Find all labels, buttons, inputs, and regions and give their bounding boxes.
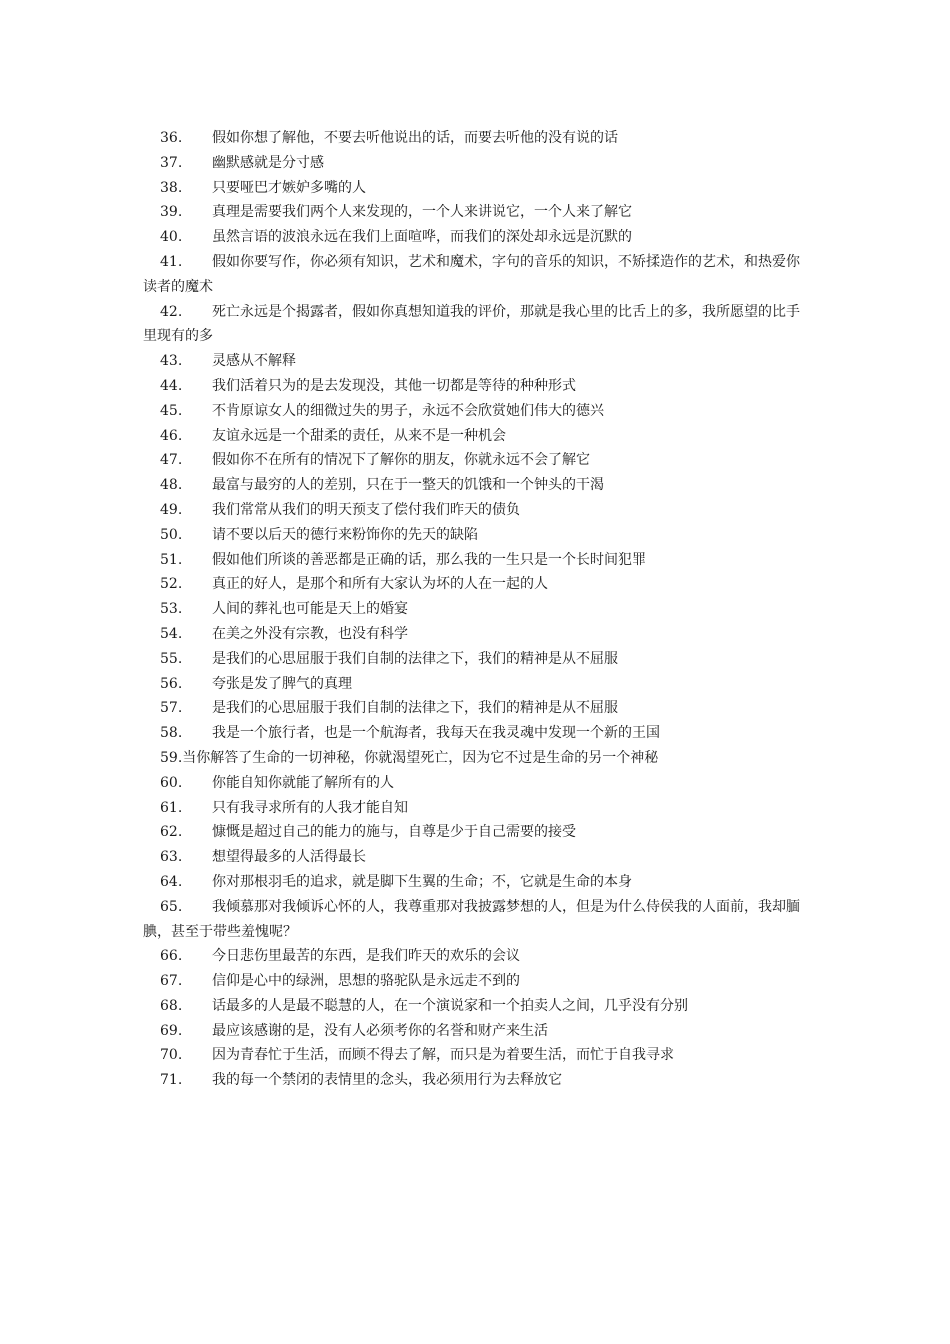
item-text: 在美之外没有宗教，也没有科学 — [212, 625, 408, 642]
item-text: 想望得最多的人活得最长 — [212, 849, 366, 866]
list-item — [143, 647, 813, 672]
item-text: 我们常常从我们的明天预支了偿付我们昨天的债负 — [212, 501, 520, 518]
item-number: 43. — [160, 353, 183, 370]
item-text: 当你解答了生命的一切神秘，你就渴望死亡，因为它不过是生命的另一个神秘 — [182, 749, 659, 766]
item-number: 58. — [160, 725, 183, 742]
item-number: 50. — [160, 526, 183, 543]
list-item — [143, 473, 813, 498]
item-text: 虽然言语的波浪永远在我们上面喧哗，而我们的深处却永远是沉默的 — [212, 229, 632, 246]
item-number: 51. — [160, 551, 183, 568]
item-number: 40. — [160, 229, 183, 246]
item-number: 66. — [160, 948, 183, 965]
list-item — [143, 820, 813, 845]
list-item — [143, 1019, 813, 1044]
list-item — [143, 200, 813, 225]
list-item — [143, 300, 813, 350]
item-text: 幽默感就是分寸感 — [212, 154, 324, 171]
list-item — [143, 448, 813, 473]
list-item — [143, 969, 813, 994]
item-number: 38. — [160, 179, 183, 196]
item-number: 36. — [160, 130, 183, 146]
list-item — [143, 151, 813, 176]
item-number: 39. — [160, 204, 183, 221]
item-text: 是我们的心思屈服于我们自制的法律之下，我们的精神是从不屈服 — [212, 650, 618, 667]
item-text: 我们活着只为的是去发现没，其他一切都是等待的种种形式 — [212, 377, 576, 394]
item-number: 44. — [160, 377, 183, 394]
item-text: 今日悲伤里最苦的东西，是我们昨天的欢乐的会议 — [212, 948, 520, 965]
item-number: 59. — [160, 749, 183, 766]
list-item — [143, 424, 813, 449]
item-text: 话最多的人是最不聪慧的人，在一个演说家和一个拍卖人之间，几乎没有分别 — [212, 997, 688, 1014]
list-item — [143, 176, 813, 201]
list-item — [143, 895, 813, 945]
item-text: 信仰是心中的绿洲，思想的骆驼队是永远走不到的 — [212, 973, 520, 990]
list-item — [143, 548, 813, 573]
item-text: 只要哑巴才嫉妒多嘴的人 — [212, 179, 366, 196]
item-number: 65. — [160, 898, 183, 915]
item-number: 64. — [160, 873, 183, 890]
list-item — [143, 771, 813, 796]
list-item — [143, 796, 813, 821]
list-item — [143, 126, 813, 151]
item-text: 因为青春忙于生活，而顾不得去了解，而只是为着要生活，而忙于自我寻求 — [212, 1047, 674, 1064]
item-text: 灵感从不解释 — [212, 353, 296, 370]
item-number: 70. — [160, 1047, 183, 1064]
item-text: 我倾慕那对我倾诉心怀的人，我尊重那对我披露梦想的人，但是为什么侍侯我的人面前，我却腼腆，甚至于带些羞愧呢？ — [143, 898, 800, 940]
item-number: 56. — [160, 675, 183, 692]
list-item — [143, 696, 813, 721]
item-text: 你能自知你就能了解所有的人 — [212, 774, 394, 791]
list-item — [143, 225, 813, 250]
list-item — [143, 944, 813, 969]
item-number: 37. — [160, 154, 183, 171]
item-number: 67. — [160, 973, 183, 990]
item-text: 你对那根羽毛的追求，就是脚下生翼的生命；不，它就是生命的本身 — [212, 873, 632, 890]
item-text: 假如你要写作，你必须有知识，艺术和魔术，字句的音乐的知识，不矫揉造作的艺术，和热爱你读者的魔术 — [143, 253, 800, 295]
list-item — [143, 349, 813, 374]
item-number: 71. — [160, 1072, 183, 1089]
list-item — [143, 498, 813, 523]
item-text: 假如你不在所有的情况下了解你的朋友，你就永远不会了解它 — [212, 452, 590, 469]
list-item — [143, 994, 813, 1019]
list-item — [143, 523, 813, 548]
item-text: 我是一个旅行者，也是一个航海者，我每天在我灵魂中发现一个新的王国 — [212, 725, 660, 742]
list-item — [143, 572, 813, 597]
item-text: 我的每一个禁闭的表情里的念头，我必须用行为去释放它 — [212, 1072, 562, 1089]
item-number: 48. — [160, 477, 183, 494]
item-text: 真理是需要我们两个人来发现的，一个人来讲说它，一个人来了解它 — [212, 204, 632, 221]
item-number: 60. — [160, 774, 183, 791]
item-text: 只有我寻求所有的人我才能自知 — [212, 799, 408, 816]
item-text: 不肯原谅女人的细微过失的男子，永远不会欣赏她们伟大的德兴 — [212, 402, 604, 419]
item-number: 47. — [160, 452, 183, 469]
item-number: 42. — [160, 303, 183, 320]
list-item — [143, 721, 813, 746]
item-text: 友谊永远是一个甜柔的责任，从来不是一种机会 — [212, 427, 506, 444]
item-number: 52. — [160, 576, 183, 593]
list-item — [143, 1043, 813, 1068]
item-text: 假如你想了解他，不要去听他说出的话，而要去听他的没有说的话 — [212, 130, 618, 146]
item-text: 人间的葬礼也可能是天上的婚宴 — [212, 601, 408, 618]
item-number: 63. — [160, 849, 183, 866]
item-text: 死亡永远是个揭露者，假如你真想知道我的评价，那就是我心里的比舌上的多，我所愿望的比手里现有的多 — [143, 303, 800, 345]
list-item — [143, 870, 813, 895]
list-item — [143, 597, 813, 622]
item-number: 61. — [160, 799, 183, 816]
item-number: 62. — [160, 824, 183, 841]
list-item — [143, 845, 813, 870]
item-number: 57. — [160, 700, 183, 717]
quote-list — [143, 126, 813, 1093]
item-text: 假如他们所谈的善恶都是正确的话，那么我的一生只是一个长时间犯罪 — [212, 551, 646, 568]
item-text: 慷慨是超过自己的能力的施与，自尊是少于自己需要的接受 — [212, 824, 576, 841]
item-text: 夸张是发了脾气的真理 — [212, 675, 352, 692]
item-text: 最富与最穷的人的差别，只在于一整天的饥饿和一个钟头的干渴 — [212, 477, 604, 494]
list-item — [143, 374, 813, 399]
item-text: 真正的好人，是那个和所有大家认为坏的人在一起的人 — [212, 576, 548, 593]
item-number: 49. — [160, 501, 183, 518]
list-item — [143, 622, 813, 647]
item-number: 53. — [160, 601, 183, 618]
item-text: 请不要以后天的德行来粉饰你的先天的缺陷 — [212, 526, 478, 543]
list-item — [143, 399, 813, 424]
item-number: 54. — [160, 625, 183, 642]
item-number: 46. — [160, 427, 183, 444]
item-number: 55. — [160, 650, 183, 667]
item-text: 最应该感谢的是，没有人必须考你的名誉和财产来生活 — [212, 1022, 548, 1039]
item-number: 41. — [160, 253, 183, 270]
list-item — [143, 672, 813, 697]
item-number: 45. — [160, 402, 183, 419]
item-number: 68. — [160, 997, 183, 1014]
list-item — [143, 746, 813, 771]
list-item — [143, 1068, 813, 1093]
list-item — [143, 250, 813, 300]
item-number: 69. — [160, 1022, 183, 1039]
item-text: 是我们的心思屈服于我们自制的法律之下，我们的精神是从不屈服 — [212, 700, 618, 717]
